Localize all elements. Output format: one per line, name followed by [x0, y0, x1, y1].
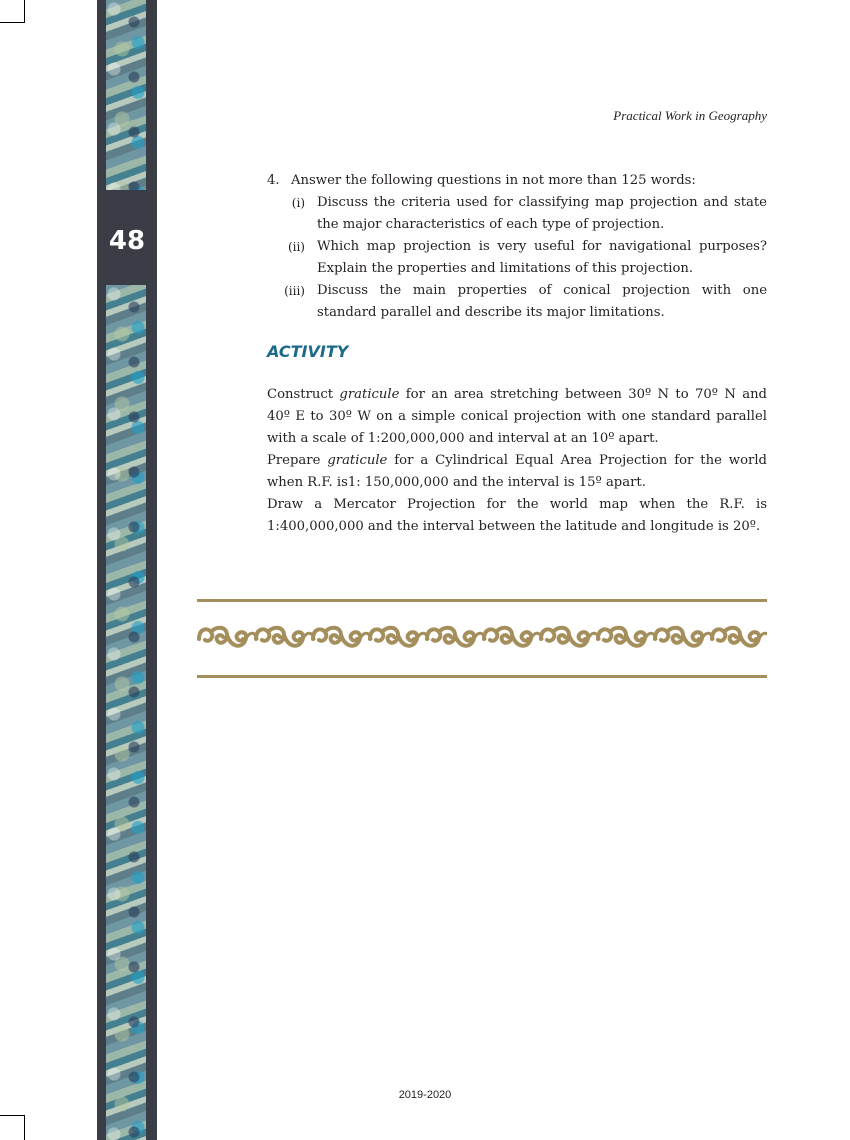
ornament-scroll [199, 628, 257, 646]
crop-mark-top-v [24, 0, 25, 23]
exercise-item-label: (i) [291, 196, 305, 210]
exercise-question [267, 170, 767, 192]
exercise-item-text: Which map projection is very useful for navigational purposes? Explain the properties and limitations of this projection. [317, 239, 767, 276]
ornament-scroll [712, 628, 767, 646]
crop-mark-bottom-v [24, 1115, 25, 1140]
exercise-block [267, 170, 767, 324]
exercise-prompt: Answer the following questions in not more than 125 words: [291, 173, 696, 188]
exercise-item [267, 280, 767, 324]
ornament-scroll [427, 628, 485, 646]
crop-mark-bottom-h [0, 1115, 24, 1116]
satellite-image-strip-top [106, 0, 146, 190]
activity-term: graticule [339, 387, 400, 402]
ornament-scroll [484, 628, 542, 646]
ornament-scroll [598, 628, 656, 646]
crop-mark-top-h [0, 22, 24, 23]
ornament-scroll [541, 628, 599, 646]
footer-year: 2019-2020 [398, 1089, 452, 1101]
activity-term: graticule [327, 453, 388, 468]
ornament-scroll [655, 628, 713, 646]
exercise-number: 4. [267, 173, 280, 188]
activity-text: for a Cylindrical Equal Area Projection for the world when R.F. is1: 150,000,000 and the interval is 15º apart. [267, 453, 767, 490]
exercise-item [267, 236, 767, 280]
exercise-item-text: Discuss the main properties of conical projection with one standard parallel and describe its major limitations. [317, 283, 767, 320]
ornament-scroll [313, 628, 371, 646]
activity-text: for an area stretching between 30º N to 70º N and 40º E to 30º W on a simple conical projection with one standard parallel with a scale of 1:200,000,000 and interval at an 10º apart. [267, 387, 768, 446]
running-header: Practical Work in Geography [613, 108, 767, 123]
activity-paragraph: Draw a Mercator Projection for the world map when the R.F. is 1:400,000,000 and the interval between the latitude and longitude is 20º. [267, 497, 767, 534]
activity-heading: ACTIVITY [267, 342, 349, 361]
ornament-scroll [370, 628, 428, 646]
activity-body [267, 384, 767, 538]
page-number: 48 [108, 226, 146, 256]
exercise-item-text: Discuss the criteria used for classifying map projection and state the major characteristics of each type of projection. [317, 195, 767, 232]
activity-paragraph [267, 450, 767, 494]
exercise-item [267, 192, 767, 236]
exercise-item-label: (iii) [284, 284, 305, 298]
decorative-border-ornament [197, 599, 767, 679]
activity-text: Construct [267, 387, 340, 402]
activity-text: Prepare [267, 453, 328, 468]
satellite-image-strip-bottom [106, 285, 146, 1140]
activity-paragraph [267, 384, 767, 450]
exercise-item-label: (ii) [287, 240, 305, 254]
ornament-scroll [256, 628, 314, 646]
